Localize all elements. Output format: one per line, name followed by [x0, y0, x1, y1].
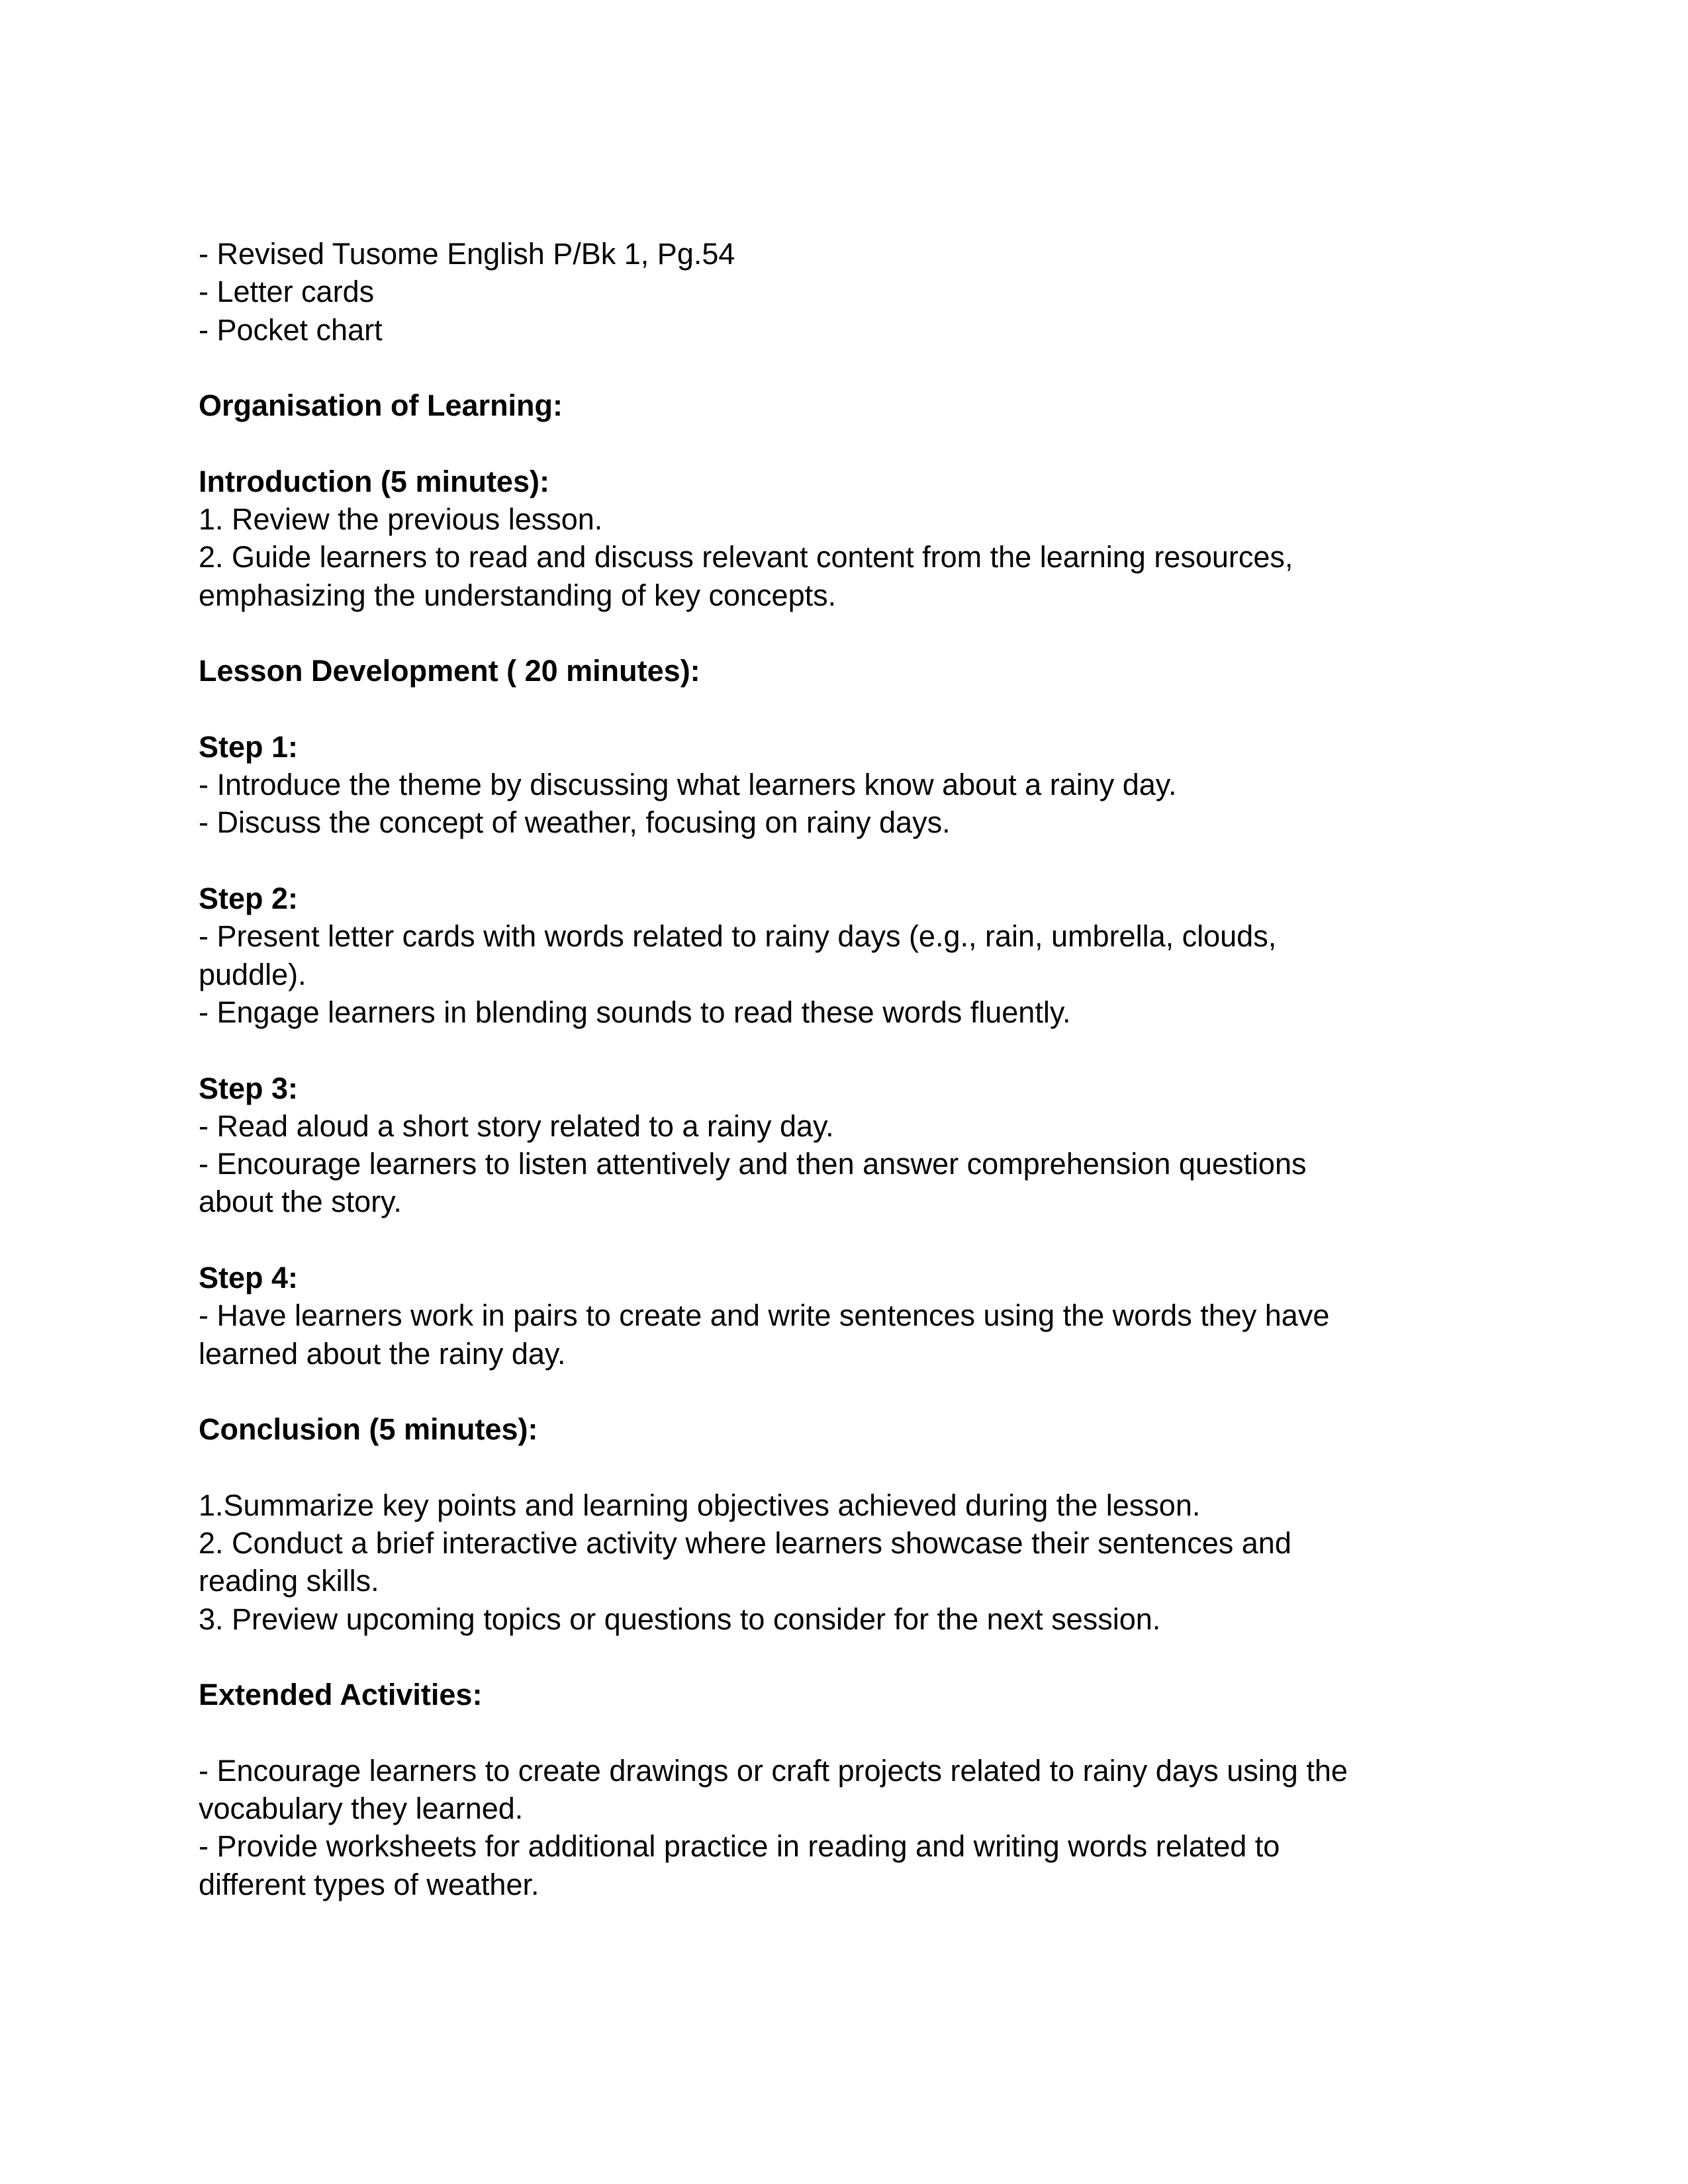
section-heading: Introduction (5 minutes):: [199, 464, 549, 498]
document-line: learned about the rainy day.: [199, 1336, 566, 1371]
document-line: - Have learners work in pairs to create and write sentences using the words they have: [199, 1298, 1330, 1333]
section-heading: Step 3:: [199, 1071, 299, 1105]
section-heading: Lesson Development ( 20 minutes):: [199, 654, 700, 688]
document-line: 2. Guide learners to read and discuss relevant content from the learning resources,: [199, 540, 1293, 574]
lesson-development-section: [199, 652, 1496, 690]
section-heading: Organisation of Learning:: [199, 388, 563, 423]
conclusion-heading-section: [199, 1410, 1496, 1448]
organisation-of-learning-section: [199, 387, 1496, 424]
section-heading: Extended Activities:: [199, 1678, 483, 1712]
section-heading: Step 1:: [199, 729, 299, 764]
document-line: reading skills.: [199, 1564, 379, 1598]
document-line: - Read aloud a short story related to a rainy day.: [199, 1109, 834, 1143]
document-line: different types of weather.: [199, 1867, 539, 1901]
document-line: - Pocket chart: [199, 312, 383, 347]
extended-activities-body-section: [199, 1752, 1496, 1903]
document-line: 1. Review the previous lesson.: [199, 502, 603, 537]
document-line: vocabulary they learned.: [199, 1792, 524, 1826]
document-line: - Engage learners in blending sounds to read these words fluently.: [199, 995, 1071, 1029]
step-4-section: [199, 1259, 1496, 1373]
materials-list-section: [199, 235, 1496, 349]
document-line: - Encourage learners to listen attentively and then answer comprehension questions: [199, 1147, 1307, 1181]
document-line: - Letter cards: [199, 275, 375, 309]
step-2-section: [199, 880, 1496, 1031]
section-heading: Step 2:: [199, 882, 299, 916]
extended-activities-heading-section: [199, 1676, 1496, 1713]
document-line: - Introduce the theme by discussing what learners know about a rainy day.: [199, 768, 1177, 802]
document-line: - Present letter cards with words related to rainy days (e.g., rain, umbrella, clouds,: [199, 919, 1277, 954]
document-line: - Revised Tusome English P/Bk 1, Pg.54: [199, 237, 735, 271]
section-heading: Conclusion (5 minutes):: [199, 1412, 538, 1447]
step-3-section: [199, 1069, 1496, 1221]
document-line: puddle).: [199, 957, 306, 991]
document-content: [199, 235, 1496, 1903]
document-line: 3. Preview upcoming topics or questions to consider for the next session.: [199, 1602, 1161, 1636]
conclusion-body-section: [199, 1486, 1496, 1638]
document-line: - Discuss the concept of weather, focusing on rainy days.: [199, 805, 951, 840]
section-heading: Step 4:: [199, 1261, 299, 1295]
document-line: emphasizing the understanding of key concepts.: [199, 578, 837, 612]
introduction-section: [199, 463, 1496, 614]
step-1-section: [199, 728, 1496, 842]
document-line: - Encourage learners to create drawings or craft projects related to rainy days using the: [199, 1753, 1348, 1788]
document-line: 2. Conduct a brief interactive activity where learners showcase their sentences and: [199, 1526, 1291, 1561]
document-line: - Provide worksheets for additional practice in reading and writing words related to: [199, 1829, 1280, 1864]
document-line: about the story.: [199, 1185, 402, 1219]
document-line: 1.Summarize key points and learning objectives achieved during the lesson.: [199, 1488, 1201, 1522]
